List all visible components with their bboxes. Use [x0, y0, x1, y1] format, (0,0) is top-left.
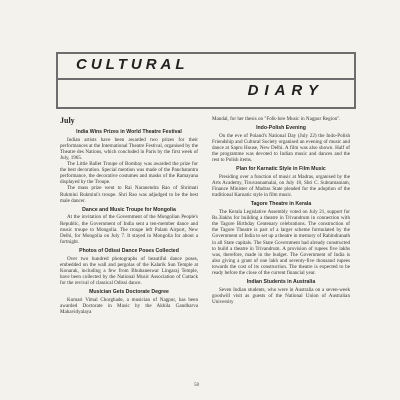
right-column: [212, 116, 350, 305]
article-body: The Kerala Legislative Assembly voted on July 21, support for Rs.3lakhs for building a theatre in Trivandrum in connection with the Tagore Birthday Centenary celebrations. The construction of the Tagore Theatre is part of a larger scheme formulated by the Government of India to set up a theatre in memory of Rabindranath in all State capitals. The State Government had already constructed to build a theatre in Trivandrum. A provision of rupees five lakhs was, therefore, made in the budget. The Government of India is also giving a grant of one lakh and seventy-five thousand rupees towards the cost of its construction. The theatre is expected to be ready before the close of the current financial year.: [212, 209, 350, 276]
article-body: Kumari Vimal Chorghade, a musician of Nagpur, has been awarded Doctorate in Music by the Akhila Gandharva Mahavidyalaya: [60, 296, 198, 315]
left-column: [60, 116, 198, 315]
banner-title-diary: DIARY: [247, 82, 324, 99]
article-body: Seven Indian students, who were in Australia on a seven-week goodwill visit as guests of the National Union of Australian University: [212, 286, 350, 305]
article-body: Over two hundred photographs of beautiful dance poses, embedded on the wall and pergolas of the Kalarik Sun Temple at Konarak, including a few from Bhubaneswar Lingaraj Temple, have been collected by the National Music Association of Cuttack for the revival of classical Odissi dance.: [60, 255, 198, 286]
article-body: Presiding over a function of music at Madras, organised by the Arts Academy, Tiruvannamalai, on July 18, Shri C. Subramaniam, Finance Minister of Madras State pleaded for the adoption of the traditional Karnatic style in film music.: [212, 173, 350, 199]
article-heading: Tagore Theatre in Kerala: [250, 201, 312, 208]
article-heading: Indo-Polish Evening: [256, 125, 306, 132]
month-heading: July: [60, 116, 75, 125]
article-body: At the invitation of the Government of the Mongolian People's Republic, the Government of India sent a ten-member dance and music troupe to Mongolia. The troupe left Palam Airport, New Delhi, for Mongolia on July 7. It stayed in Mongolia for about a fortnight.: [60, 214, 198, 245]
banner-divider: [58, 78, 354, 80]
article-heading: Photos of Odissi Dance Poses Collected: [79, 247, 179, 254]
article-body: The Little Ballet Troupe of Bombay was awarded the prize for the best decoration. Special mention was made of the Panchatantra performance, the decorative costumes and masks of the Ramayana displayed by the Troupe.: [60, 161, 198, 186]
section-banner: [56, 52, 356, 109]
article-body: The mass prize went to Rai Naranendra Rao of Shrimati Rukmini Rukmini's troupe. Shri Rao was adjudged to be the best male dancer.: [60, 185, 198, 204]
page-number: 58: [194, 383, 199, 388]
article-body: On the eve of Poland's National Day (July 22) the Indo-Polish Friendship and Cultural Society organised an evening of music and dance at Sapru House, New Delhi. A film was also shown. Half of the programme was devoted to Indian music and dances and the rest to Polish items.: [212, 132, 350, 164]
article-heading: India Wins Prizes in World Theatre Festival: [76, 129, 182, 135]
article-heading: Indian Students in Australia: [246, 279, 316, 286]
article-body: Indian artists have been awarded two prizes for their performances at the International Theatre Festival, organised by the Theatre des Nations, which concluded in Paris by the first week of July, 1965.: [60, 136, 198, 161]
article-heading: Musician Gets Doctorate Degree: [89, 289, 169, 296]
article-heading: Plan for Karnatic Style in Film Music: [236, 166, 326, 173]
banner-title-cultural: CULTURAL: [76, 56, 189, 73]
article-heading: Dance and Music Troupe for Mongolia: [82, 206, 176, 213]
article-body: Mandal, for her thesis on "Folk-lore Music in Nagpur Region".: [212, 116, 341, 122]
